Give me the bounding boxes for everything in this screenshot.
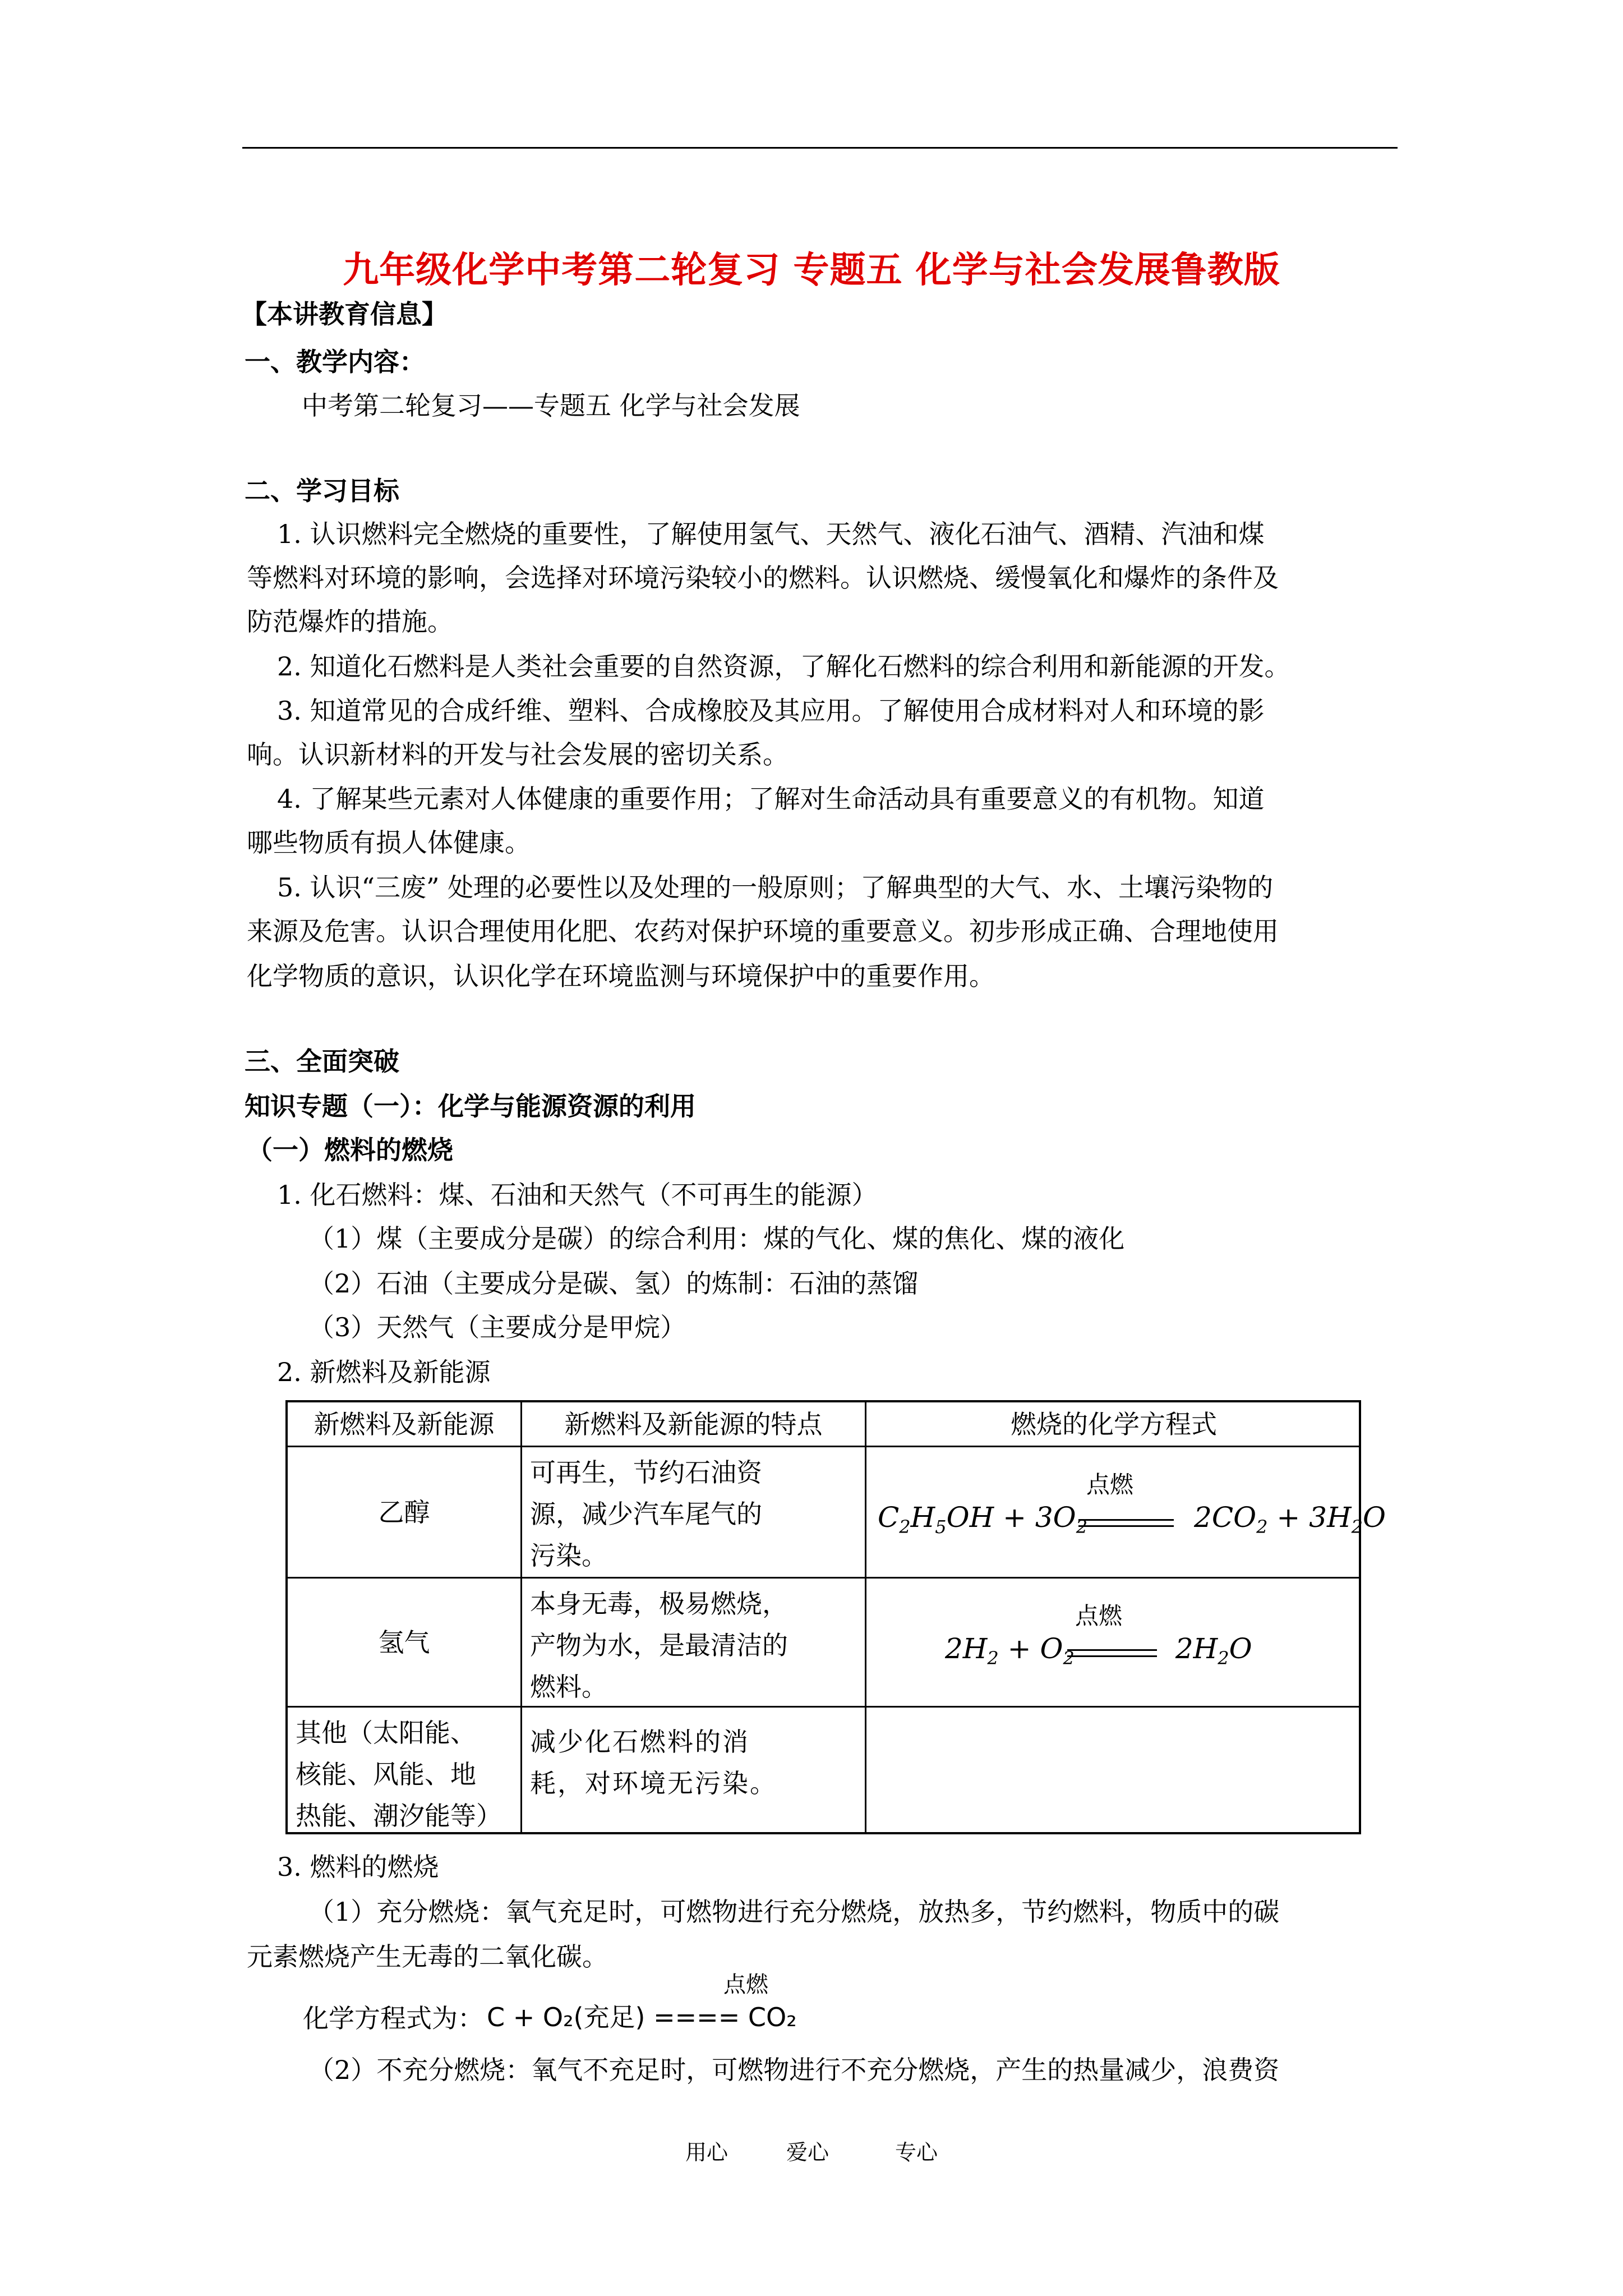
goal-line: 化学物质的意识，认识化学在环境监测与环境保护中的重要作用。	[247, 961, 995, 991]
footer-text: 用心	[685, 2140, 728, 2165]
condition-label: 点燃	[723, 1972, 768, 1998]
condition-label: 点燃	[1086, 1471, 1134, 1498]
section2-heading: 二、学习目标	[245, 476, 399, 506]
header-rule	[242, 147, 1398, 149]
table-row-features: 本身无毒，极易燃烧， 产物为水，是最清洁的 燃料。	[522, 1579, 866, 1708]
list-item: 2. 新燃料及新能源	[277, 1357, 491, 1387]
table-row-name: 其他（太阳能、 核能、风能、地 热能、潮汐能等）	[288, 1708, 522, 1834]
section3-heading: 三、全面突破	[245, 1046, 399, 1076]
footer-text: 爱心	[786, 2140, 829, 2165]
goal-line: 来源及危害。认识合理使用化肥、农药对保护环境的重要意义。初步形成正确、合理地使用	[247, 916, 1279, 946]
table-row-features: 可再生，节约石油资 源，减少汽车尾气的 污染。	[522, 1447, 866, 1579]
goal-line: 哪些物质有损人体健康。	[247, 827, 531, 858]
document-title: 九年级化学中考第二轮复习 专题五 化学与社会发展鲁教版	[343, 249, 1280, 291]
paragraph-line: （1）充分燃烧：氧气充足时，可燃物进行充分燃烧，放热多，节约燃料，物质中的碳	[308, 1897, 1280, 1927]
list-subitem: （1）煤（主要成分是碳）的综合利用：煤的气化、煤的焦化、煤的液化	[308, 1223, 1125, 1254]
goal-line: 等燃料对环境的影响，会选择对环境污染较小的燃料。认识燃烧、缓慢氧化和爆炸的条件及	[247, 563, 1279, 593]
topic-heading: 知识专题（一）：化学与能源资源的利用	[245, 1091, 696, 1121]
table-row-features: 减少化石燃料的消 耗，对环境无污染。	[522, 1708, 866, 1834]
equation-equals	[1067, 1649, 1157, 1657]
table-header-cell: 新燃料及新能源	[288, 1402, 522, 1447]
goal-line: 2. 知道化石燃料是人类社会重要的自然资源，了解化石燃料的综合利用和新能源的开发。	[277, 651, 1290, 682]
table-header-cell: 燃烧的化学方程式	[866, 1402, 1361, 1447]
paragraph-line: 元素燃烧产生无毒的二氧化碳。	[247, 1941, 608, 1972]
equation-equals	[1078, 1519, 1174, 1527]
list-subitem: （3）天然气（主要成分是甲烷）	[308, 1312, 686, 1342]
footer-text: 专心	[895, 2140, 938, 2165]
energy-table	[285, 1400, 1386, 1834]
section1-heading: 一、教学内容：	[245, 347, 425, 377]
table-row-name: 氢气	[288, 1579, 522, 1708]
table-row-equation	[866, 1708, 1361, 1834]
list-item: 1. 化石燃料：煤、石油和天然气（不可再生的能源）	[277, 1180, 878, 1210]
section1-content: 中考第二轮复习——专题五 化学与社会发展	[302, 390, 800, 421]
goal-line: 1. 认识燃料完全燃烧的重要性，了解使用氢气、天然气、液化石油气、酒精、汽油和煤	[277, 519, 1265, 549]
goal-line: 3. 知道常见的合成纤维、塑料、合成橡胶及其应用。了解使用合成材料对人和环境的影	[277, 696, 1265, 726]
table-row-equation	[866, 1579, 1361, 1708]
ethanol-equation: $C_2H_5OH + 3O_2$ $2CO_2 + 3H_2O$	[878, 1501, 1386, 1538]
condition-label: 点燃	[1075, 1602, 1123, 1630]
equation-label: 化学方程式为：	[303, 2003, 483, 2033]
table-row-name: 乙醇	[288, 1447, 522, 1579]
table-row-equation	[866, 1447, 1386, 1579]
goal-line: 4. 了解某些元素对人体健康的重要作用；了解对生命活动具有重要意义的有机物。知道	[277, 784, 1265, 814]
paragraph-line: （2）不充分燃烧：氧气不充足时，可燃物进行不充分燃烧，产生的热量减少，浪费资	[308, 2055, 1280, 2085]
subtopic-heading: （一）燃料的燃烧	[247, 1135, 453, 1165]
goal-line: 响。认识新材料的开发与社会发展的密切关系。	[247, 739, 789, 770]
info-header: 【本讲教育信息】	[241, 299, 448, 329]
goal-line: 防范爆炸的措施。	[247, 606, 453, 637]
hydrogen-equation: $2H_2 + O_2$ $2H_2O$	[945, 1632, 1252, 1669]
carbon-combustion-equation: C + O₂(充足) ==== CO₂	[487, 2002, 797, 2032]
list-item: 3. 燃料的燃烧	[277, 1852, 439, 1882]
goal-line: 5. 认识“三废” 处理的必要性以及处理的一般原则；了解典型的大气、水、土壤污染物的	[277, 872, 1274, 903]
list-subitem: （2）石油（主要成分是碳、氢）的炼制：石油的蒸馏	[308, 1268, 919, 1299]
table-header-cell: 新燃料及新能源的特点	[522, 1402, 866, 1447]
